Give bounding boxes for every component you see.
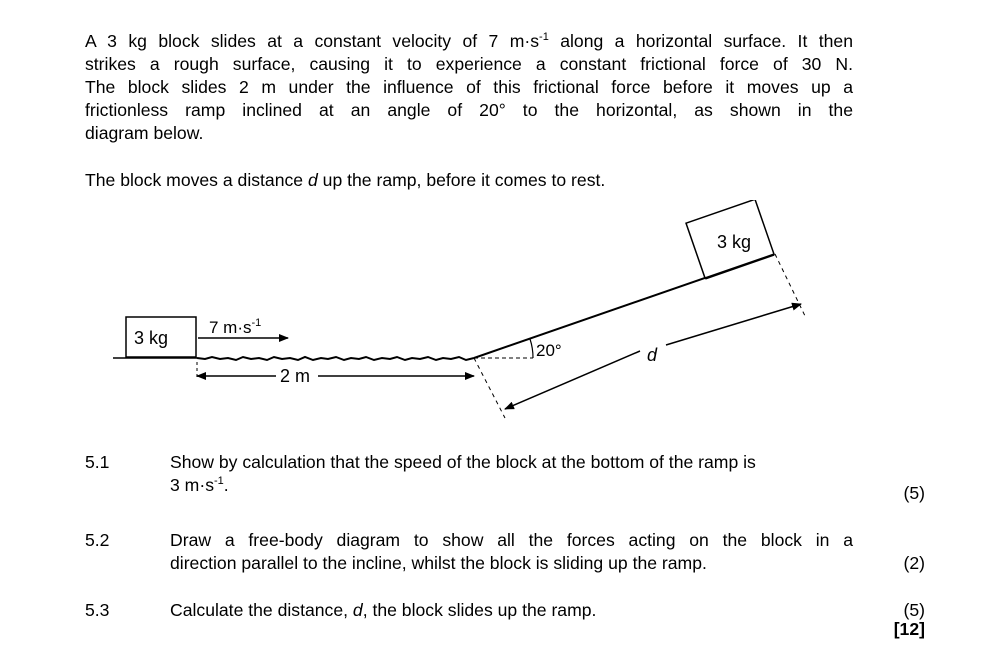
question-5-1-number: 5.1 bbox=[85, 452, 110, 472]
intro-line-3: The block slides 2 m under the influence of this frictional force before it moves up a bbox=[85, 77, 853, 97]
question-5-3-marks bbox=[894, 599, 925, 641]
block-ramp-label: 3 kg bbox=[717, 232, 752, 252]
question-5-3-number: 5.3 bbox=[85, 600, 110, 620]
angle-arc bbox=[530, 339, 533, 358]
question-intro bbox=[85, 30, 853, 145]
intro-line-4: frictionless ramp inclined at an angle of 20° to the horizontal, as shown in the bbox=[85, 100, 853, 120]
velocity-label: 7 $m\cdot s^{-1}$ bbox=[209, 317, 262, 337]
question-5-3-mark-value: (5) bbox=[903, 600, 925, 620]
rough-distance-label: 2 m bbox=[280, 366, 311, 386]
question-5-2-number: 5.2 bbox=[85, 530, 110, 550]
ramp-dim-arrow-lower bbox=[505, 351, 640, 409]
ramp-dim-tick-bottom bbox=[474, 358, 505, 418]
intro-line-2: strikes a rough surface, causing it to experience a constant frictional force of 30 N. bbox=[85, 54, 853, 74]
question-5-1-marks: (5) bbox=[903, 483, 925, 503]
intro-line-5: diagram below. bbox=[85, 123, 204, 143]
angle-label: 20° bbox=[536, 341, 562, 360]
ramp-dim-arrow-upper bbox=[666, 304, 801, 345]
question-5-2-text: Draw a free-body diagram to show all the forces acting on the block in a direction parallel to the incline, whilst the block is sliding up the ramp. bbox=[170, 530, 853, 573]
block-left-label: 3 kg bbox=[134, 328, 169, 348]
rough-surface bbox=[197, 357, 474, 360]
distance-statement: The block moves a distance d up the ramp, before it comes to rest. bbox=[85, 170, 606, 190]
question-5-1-text: Show by calculation that the speed of the block at the bottom of the ramp is 3 $m\cdot s^{-1}$. bbox=[170, 452, 756, 495]
ramp-distance-label: d bbox=[647, 345, 658, 365]
question-5-3-text: Calculate the distance, d, the block slides up the ramp. bbox=[170, 600, 597, 620]
ramp-dim-tick-top bbox=[775, 254, 806, 318]
intro-line-1: A 3 kg block slides at a constant velocity of 7 $m\cdot s^{-1}$ along a horizontal surface. It then bbox=[85, 31, 853, 51]
question-5-2-marks: (2) bbox=[903, 553, 925, 573]
question-total-marks: [12] bbox=[893, 619, 925, 639]
ramp-diagram bbox=[0, 200, 995, 440]
